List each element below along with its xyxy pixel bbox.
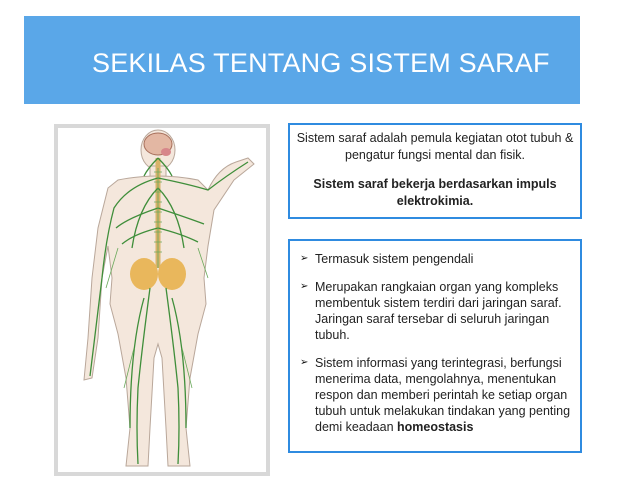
list-item: Termasuk sistem pengendali — [315, 252, 474, 266]
list-item-emphasis: homeostasis — [397, 420, 474, 434]
bullets-box — [288, 239, 582, 453]
bullet-arrow-icon: ➢ — [300, 253, 309, 264]
bullet-arrow-icon: ➢ — [300, 357, 309, 368]
intro-box — [288, 123, 582, 219]
human-nervous-system-icon — [58, 128, 266, 472]
list-item — [315, 355, 579, 435]
intro-highlight: Sistem saraf bekerja berdasarkan impuls elektrokimia. — [313, 177, 557, 208]
slide-title: SEKILAS TENTANG SISTEM SARAF — [92, 48, 550, 78]
list-item: Merupakan rangkaian organ yang kompleks membentuk sistem terdiri dari jaringan saraf. Jaringan saraf tersebar di seluruh jaringan tubuh. — [315, 280, 562, 342]
list-item-text: Sistem informasi yang terintegrasi, berfungsi menerima data, mengolahnya, menentukan respon dan memberi perintah ke setiap organ tubuh untuk melakukan tindakan yang penting demi keadaan — [315, 356, 571, 434]
bullet-arrow-icon: ➢ — [300, 281, 309, 292]
nervous-system-figure — [54, 124, 270, 476]
intro-paragraph: Sistem saraf adalah pemula kegiatan otot tubuh & pengatur fungsi mental dan fisik. — [296, 131, 574, 162]
